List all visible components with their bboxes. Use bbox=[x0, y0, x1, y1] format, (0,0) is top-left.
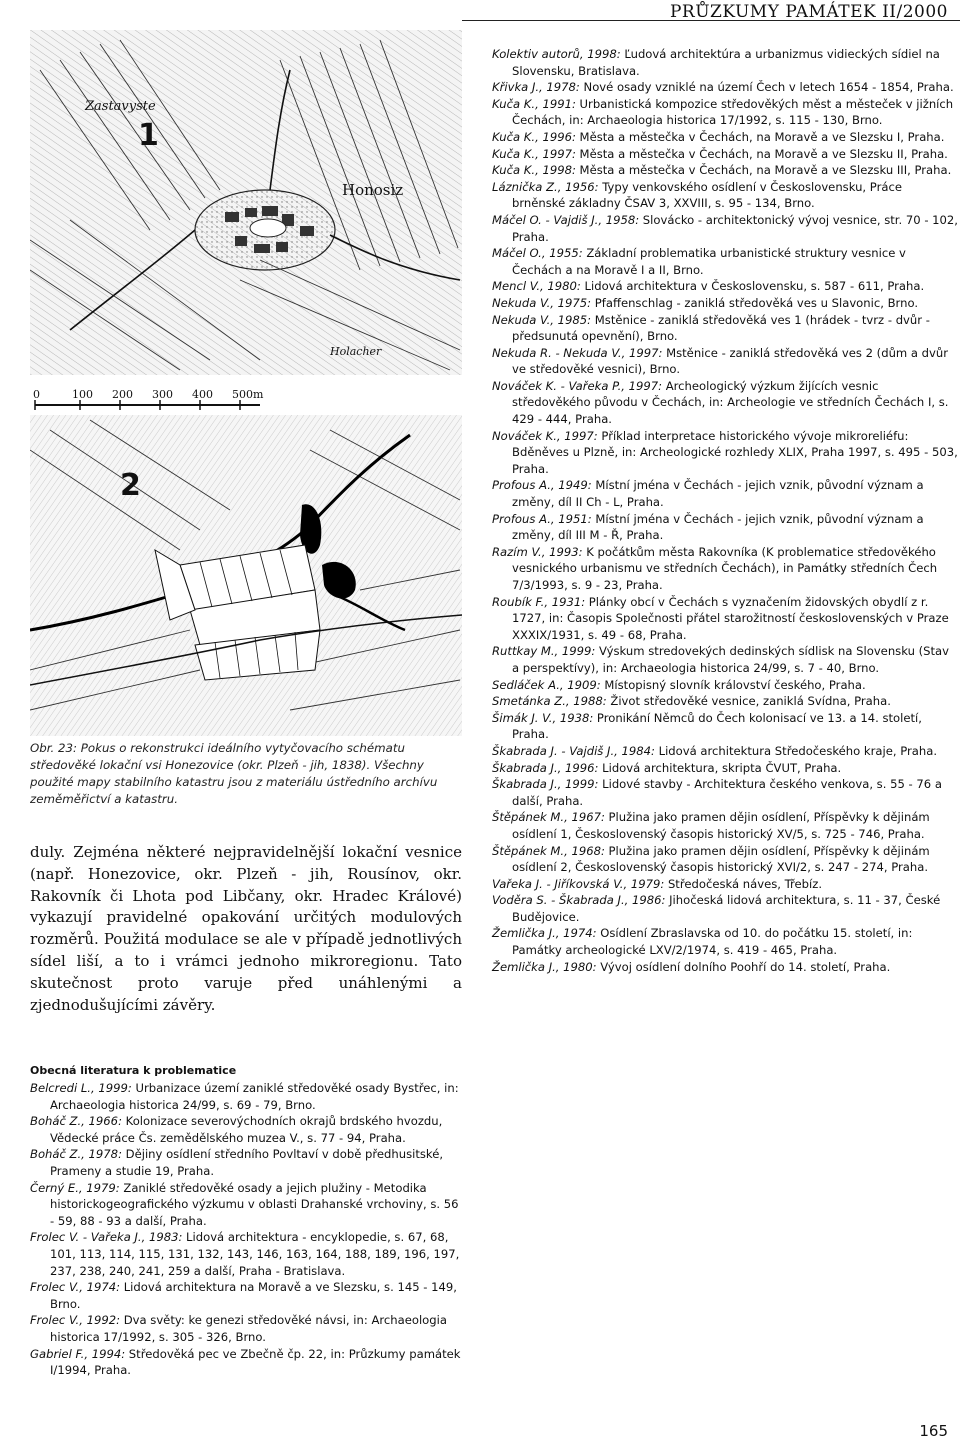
reference-item: Razím V., 1993: K počátkům města Rakovníka (K problematice středověkého vesnického urbanismu ve středních Čechách), in Památky středních Čech 7/3/1993, s. 9 - 23, Praha. bbox=[492, 544, 938, 592]
body-paragraph: duly. Zejména některé nejpravidelnější lokační vesnice (např. Honezovice, okr. Plzeň - jih, Rousínov, okr. Rakovník či Lhota pod Libčany, okr. Hradec Králové) vykazují pravidelné opakování určitých modulových rozměrů. Použitá modulace se ale v případě jednotlivých sídel liší, a to i vrámci jednoho mikroregionu. Tato skutečnost proto varuje před unáhlenými a zjednodušujícími závěry. bbox=[30, 843, 462, 1014]
reference-item: Profous A., 1951: Místní jména v Čechách - jejich vznik, původní význam a změny, díl III M - Ř, Praha. bbox=[492, 511, 924, 543]
reference-item: Kuča K., 1998: Města a městečka v Čechách, na Moravě a ve Slezsku III, Praha. bbox=[492, 163, 952, 178]
map-2 bbox=[30, 415, 462, 736]
place-label-zastavyste: Zastavyste bbox=[85, 99, 156, 114]
scale-tick-400: 400 bbox=[192, 388, 213, 401]
reference-item: Kolektiv autorů, 1998: Ľudová architektúra a urbanizmus vidieckých sídiel na Slovensku, Bratislava. bbox=[492, 47, 940, 78]
reference-item: Vařeka J. - Jiříkovská V., 1979: Středočeská náves, Třebíz. bbox=[492, 876, 823, 891]
reference-item: Voděra S. - Škabrada J., 1986: Jihočeská lidová architektura, s. 11 - 37, České Budějovice. bbox=[492, 893, 941, 924]
reference-item: Nováček K., 1997: Příklad interpretace historického vývoje mikroreliéfu: Bděněves u Plzně, in: Archeologické rozhledy XLIX, Praha 1997, s. 495 - 503, Praha. bbox=[492, 428, 958, 476]
reference-item: Kuča K., 1997: Města a městečka v Čechách, na Moravě a ve Slezsku II, Praha. bbox=[492, 146, 948, 161]
reference-item: Máčel O. - Vajdiš J., 1958: Slovácko - architektonický vývoj vesnice, str. 70 - 102, Praha. bbox=[492, 212, 958, 244]
reference-item: Máčel O., 1955: Základní problematika urbanistické struktury vesnice v Čechách a na Moravě I a II, Brno. bbox=[492, 246, 906, 277]
reference-item: Sedláček A., 1909: Místopisný slovník království českého, Praha. bbox=[492, 677, 866, 692]
reference-item: Žemlička J., 1974: Osídlení Zbraslavska od 10. do počátku 15. století, in: Památky archeologické LXV/2/1974, s. 419 - 465, Praha. bbox=[492, 926, 913, 958]
reference-item: Černý E., 1979: Zaniklé středověké osady a jejich plužiny - Metodika historickogeografického výzkumu v oblasti Drahanské vrchoviny, s. 56 - 59, 88 - 93 a další, Praha. bbox=[30, 1180, 459, 1228]
reference-item: Frolec V. - Vařeka J., 1983: Lidová architektura - encyklopedie, s. 67, 68, 101, 113, 114, 115, 131, 132, 143, 146, 163, 164, 188, 189, 196, 197, 237, 238, 240, 241, 259 a další, Praha - Bratislava. bbox=[30, 1230, 460, 1278]
reference-item: Nekuda V., 1985: Mstěnice - zaniklá středověká ves 1 (hrádek - tvrz - dvůr - předsunutá opevnění), Brno. bbox=[492, 312, 930, 344]
scale-tick-500m: 500m bbox=[232, 388, 264, 401]
reference-item: Nováček K. - Vařeka P., 1997: Archeologický výzkum žijících vesnic středověkého původu v Čechách, in: Archeologie ve středních Čechách I, s. 429 - 444, Praha. bbox=[492, 378, 949, 427]
reference-item: Šimák J. V., 1938: Pronikání Němců do Čech kolonisací ve 13. a 14. století, Praha. bbox=[492, 710, 922, 742]
reference-item: Boháč Z., 1978: Dějiny osídlení středního Povltaví v době předhusitské, Prameny a studie 19, Praha. bbox=[30, 1147, 444, 1178]
place-label-honosiz: Honosiz bbox=[342, 181, 404, 199]
reference-item: Kuča K., 1996: Města a městečka v Čechách, na Moravě a ve Slezsku I, Praha. bbox=[492, 129, 945, 144]
reference-item: Frolec V., 1974: Lidová architektura na Moravě a ve Slezsku, s. 145 - 149, Brno. bbox=[30, 1280, 457, 1311]
references-list-left bbox=[30, 1080, 466, 1379]
reference-item: Žemlička J., 1980: Vývoj osídlení dolního Poohří do 14. století, Praha. bbox=[492, 959, 891, 974]
place-label-holacher: Holacher bbox=[330, 345, 382, 358]
reference-item: Kuča K., 1991: Urbanistická kompozice středověkých měst a městeček v jižních Čechách, in: Archaeologia historica 17/1992, s. 115 - 130, Brno. bbox=[492, 96, 954, 128]
cadastral-map-figure bbox=[30, 30, 462, 736]
reference-item: Boháč Z., 1966: Kolonizace severovýchodních okrajů brdského hvozdu, Vědecké práce Čs. zemědělského muzea V., s. 77 - 94, Praha. bbox=[30, 1114, 443, 1145]
reference-item: Štěpánek M., 1968: Plužina jako pramen dějin osídlení, Příspěvky k dějinám osídlení 2, Československý časopis historický XVI/2, s. 247 - 274, Praha. bbox=[492, 843, 930, 875]
references-list-right bbox=[492, 46, 958, 975]
reference-item: Smetánka Z., 1988: Život středověké vesnice, zaniklá Svídna, Praha. bbox=[492, 694, 891, 709]
reference-item: Frolec V., 1992: Dva světy: ke genezi středověké návsi, in: Archaeologia historica 17/1992, s. 305 - 326, Brno. bbox=[30, 1313, 447, 1344]
village-core bbox=[195, 190, 335, 270]
journal-title: PRŮZKUMY PAMÁTEK II/2000 bbox=[669, 2, 948, 22]
map-1 bbox=[30, 30, 462, 375]
reference-item: Gabriel F., 1994: Středověká pec ve Zbečně čp. 22, in: Průzkumy památek I/1994, Praha. bbox=[30, 1346, 461, 1378]
panel-label-2: 2 bbox=[120, 468, 141, 503]
references-heading: Obecná literatura k problematice bbox=[30, 1064, 237, 1077]
reference-item: Křivka J., 1978: Nové osady vzniklé na území Čech v letech 1654 - 1854, Praha. bbox=[492, 80, 954, 95]
scale-tick-200: 200 bbox=[112, 388, 133, 401]
reference-item: Štěpánek M., 1967: Plužina jako pramen dějin osídlení, Příspěvky k dějinám osídlení 1, Československý časopis historický XV/5, s. 725 - 746, Praha. bbox=[492, 810, 930, 841]
figure-caption: Obr. 23: Pokus o rekonstrukci ideálního vytyčovacího schématu středověké lokační vsi Honezovice (okr. Plzeň - jih, 1838). Všechny použité mapy stabilního katastru jsou z materiálu ústředního archívu zeměměřictví a katastru. bbox=[30, 741, 438, 806]
reference-item: Mencl V., 1980: Lidová architektura v Československu, s. 587 - 611, Praha. bbox=[492, 279, 925, 294]
reference-item: Ruttkay M., 1999: Výskum stredovekých dedinských sídlisk na Slovensku (Stav a perspektívy), in: Archaeologia historica 24/99, s. 7 - 40, Brno. bbox=[492, 644, 949, 675]
reference-item: Nekuda R. - Nekuda V., 1997: Mstěnice - zaniklá středověká ves 2 (dům a dvůr ve středověké vesnici), Brno. bbox=[492, 345, 949, 377]
reference-item: Škabrada J., 1999: Lidové stavby - Architektura českého venkova, s. 55 - 76 a další, Praha. bbox=[492, 777, 942, 808]
reference-item: Škabrada J., 1996: Lidová architektura, skripta ČVUT, Praha. bbox=[492, 760, 842, 775]
scale-tick-300: 300 bbox=[152, 388, 173, 401]
reference-item: Nekuda V., 1975: Pfaffenschlag - zaniklá středověká ves u Slavonic, Brno. bbox=[492, 295, 919, 310]
scale-bar bbox=[30, 375, 462, 415]
page-number: 165 bbox=[919, 1422, 948, 1440]
reference-item: Belcredi L., 1999: Urbanizace území zaniklé středověké osady Bystřec, in: Archaeologia historica 24/99, s. 69 - 79, Brno. bbox=[30, 1081, 459, 1112]
reference-item: Profous A., 1949: Místní jména v Čechách - jejich vznik, původní význam a změny, díl II Ch - L, Praha. bbox=[492, 478, 924, 510]
reference-item: Roubík F., 1931: Plánky obcí v Čechách s vyznačením židovských obydlí z r. 1727, in: Časopis Společnosti přátel starožitností československých v Praze XXXIX/1931, s. 49 - 68, Praha. bbox=[492, 594, 949, 642]
reference-item: Škabrada J. - Vajdiš J., 1984: Lidová architektura Středočeského kraje, Praha. bbox=[492, 743, 938, 758]
scale-tick-100: 100 bbox=[72, 388, 93, 401]
reference-item: Láznička Z., 1956: Typy venkovského osídlení v Československu, Práce brněnské základny ČSAV 3, XXVIII, s. 95 - 134, Brno. bbox=[492, 179, 902, 211]
scale-tick-0: 0 bbox=[33, 388, 40, 401]
panel-label-1: 1 bbox=[138, 118, 159, 153]
